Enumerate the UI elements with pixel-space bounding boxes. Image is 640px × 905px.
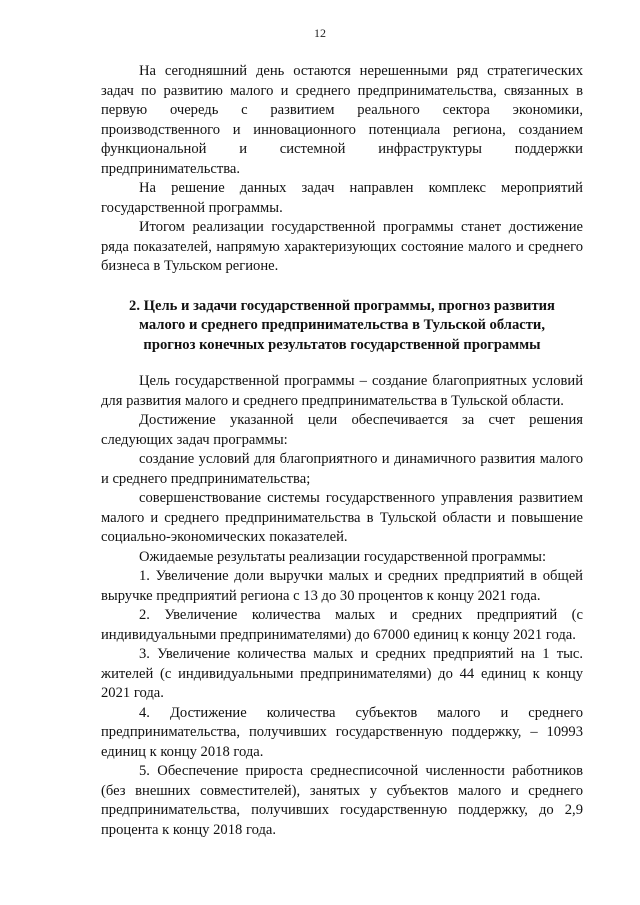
task-item: создание условий для благоприятного и динамичного развития малого и среднего предпринимательства; <box>101 451 583 487</box>
intro-paragraph: Итогом реализации государственной программы станет достижение ряда показателей, напрямую характеризующих состояние малого и среднего бизнеса в Тульском регионе. <box>101 219 583 274</box>
page-number: 12 <box>314 26 326 40</box>
task-item: совершенствование системы государственного управления развитием малого и среднего предпринимательства в Тульской области и повышение социально-экономических показателей. <box>101 490 583 545</box>
result-item: 2. Увеличение количества малых и средних предприятий (с индивидуальными предпринимателями) до 67000 единиц к концу 2021 года. <box>101 607 583 643</box>
section-heading-line: малого и среднего предпринимательства в Тульской области, <box>139 317 545 333</box>
page-content <box>101 62 583 840</box>
intro-paragraph: На сегодняшний день остаются нерешенными ряд стратегических задач по развитию малого и среднего предпринимательства, связанных в первую очередь с развитием реального сектора экономики, производственного и инновационного потенциала региона, созданием функциональной и системной инфраструктуры поддержки предпринимательства. <box>101 63 583 177</box>
goal-paragraph: Цель государственной программы – создание благоприятных условий для развития малого и среднего предпринимательства в Тульской области. <box>101 373 583 409</box>
section-heading-line: прогноз конечных результатов государственной программы <box>143 336 541 353</box>
section-heading-line: 2. Цель и задачи государственной программы, прогноз развития <box>129 297 555 314</box>
result-item: 5. Обеспечение прироста среднесписочной численности работников (без внешних совместителей), занятых у субъектов малого и среднего предпринимательства, получивших государственную поддержку, до 2,9 процента к концу 2018 года. <box>101 763 583 838</box>
results-intro-paragraph: Ожидаемые результаты реализации государственной программы: <box>139 548 547 565</box>
intro-paragraph: На решение данных задач направлен комплекс мероприятий государственной программы. <box>101 180 583 216</box>
tasks-intro-paragraph: Достижение указанной цели обеспечивается за счет решения следующих задач программы: <box>101 412 583 448</box>
result-item: 3. Увеличение количества малых и средних предприятий на 1 тыс. жителей (с индивидуальными предпринимателями) до 44 единиц к концу 2021 года. <box>101 646 583 701</box>
result-item: 1. Увеличение доли выручки малых и средних предприятий в общей выручке предприятий региона с 13 до 30 процентов к концу 2021 года. <box>101 568 583 604</box>
result-item: 4. Достижение количества субъектов малого и среднего предпринимательства, получивших государственную поддержку, – 10993 единиц к концу 2018 года. <box>101 704 583 760</box>
section-heading <box>101 297 583 356</box>
